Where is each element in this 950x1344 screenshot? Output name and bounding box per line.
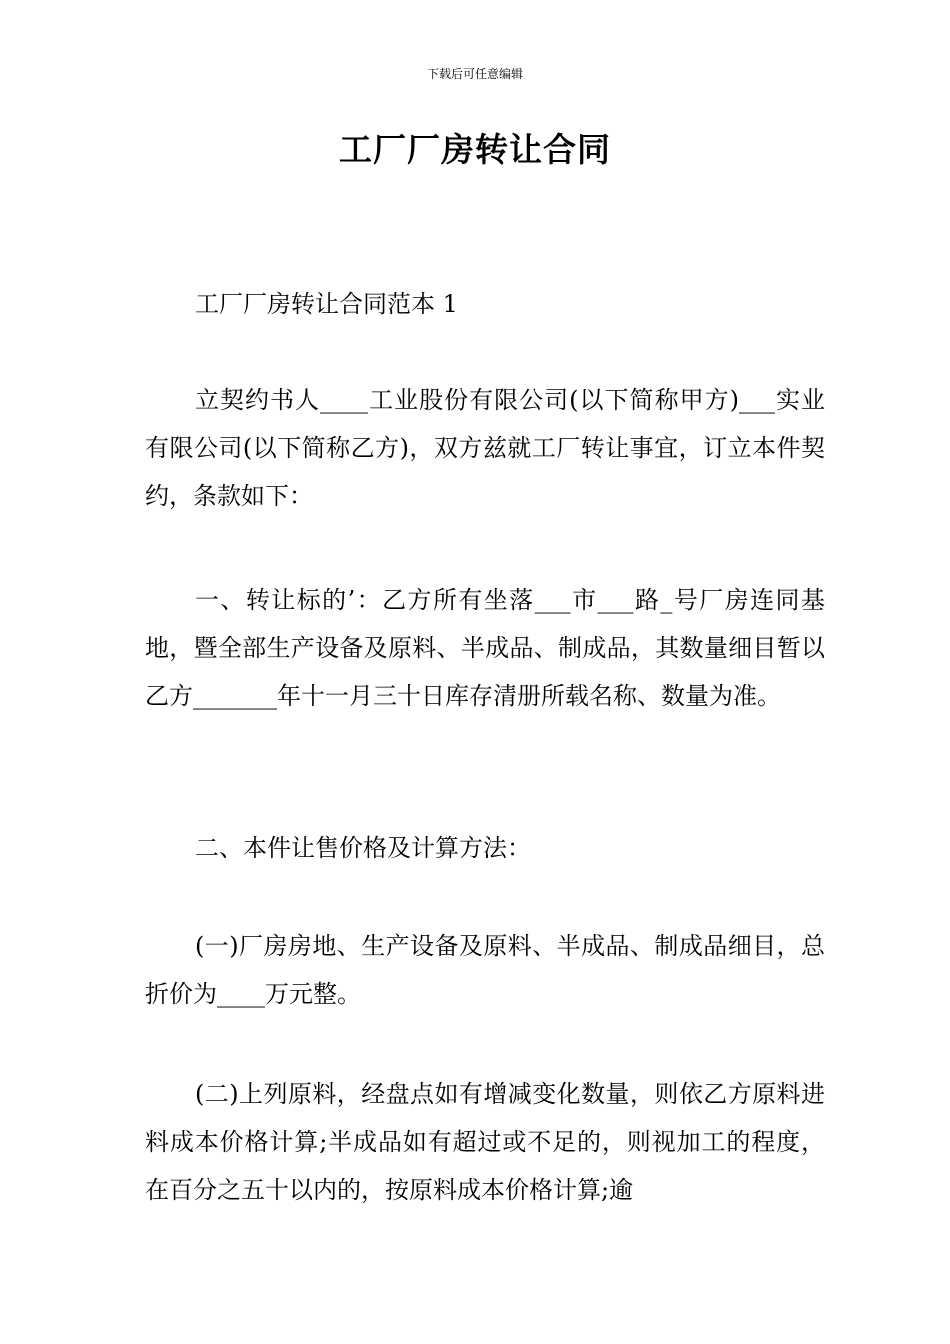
paragraph-clause-2: 二、本件让售价格及计算方法：	[195, 834, 531, 862]
paragraph-clause-2-2: (二)上列原料，经盘点如有增减变化数量，则依乙方原料进料成本价格计算;半成品如有超过或不足的，则视加工的程度，在百分之五十以内的，按原料成本价格计算;逾	[145, 1080, 825, 1204]
header-note: 下载后可任意编辑	[426, 67, 523, 81]
paragraph-subtitle: 工厂厂房转让合同范本 1	[195, 290, 458, 318]
document-title: 工厂厂房转让合同	[339, 130, 611, 169]
paragraph-clause-2-1: (一)厂房房地、生产设备及原料、半成品、制成品细目，总折价为____万元整。	[145, 932, 825, 1008]
paragraph-parties: 立契约书人____工业股份有限公司(以下简称甲方)___实业有限公司(以下简称乙方)，双方兹就工厂转让事宜，订立本件契约，条款如下：	[145, 386, 825, 510]
paragraph-clause-1: 一、转让标的’：乙方所有坐落___市___路_号厂房连同基地，暨全部生产设备及原料、半成品、制成品，其数量细目暂以乙方_______年十一月三十日库存清册所载名称、数量为准。	[145, 586, 825, 710]
